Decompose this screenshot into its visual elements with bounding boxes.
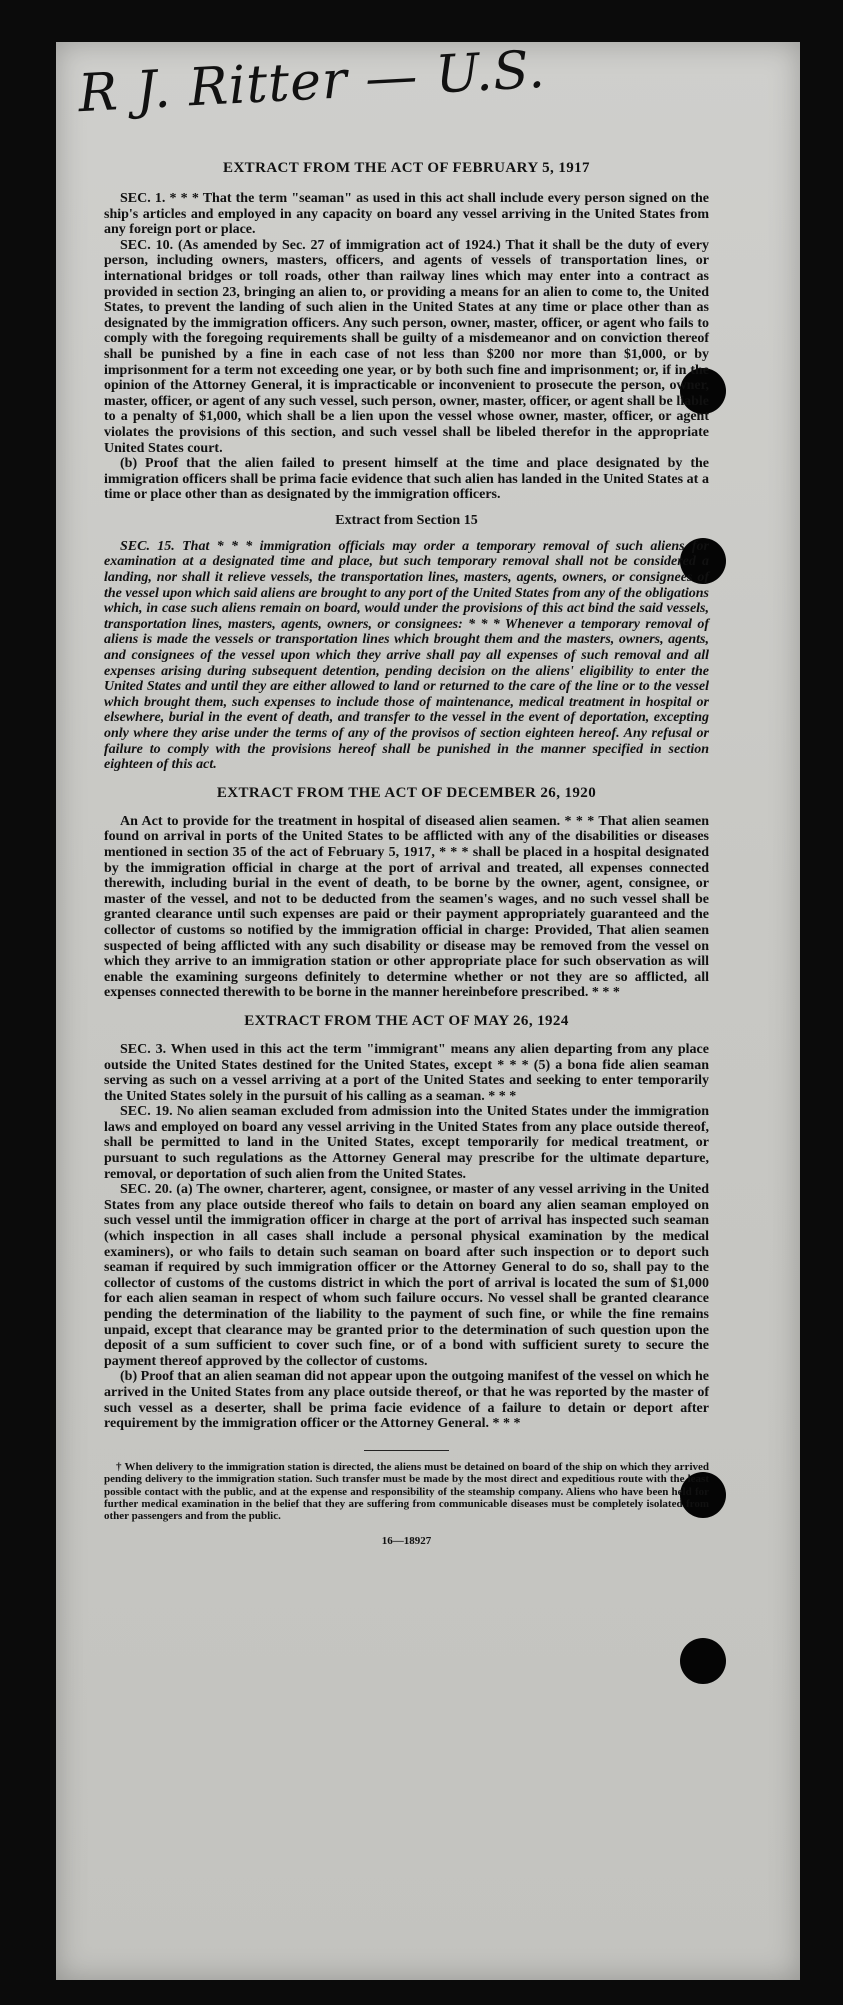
sec-10-b-paragraph: (b) Proof that the alien failed to present himself at the time and place designated by the immigration officers shall be prima facie evidence that such alien has landed in the United States at a time or place other than as designated by the immigration officers. — [104, 456, 709, 503]
sec-20-b-paragraph: (b) Proof that an alien seaman did not appear upon the outgoing manifest of the vessel on which he arrived in the United States from any place outside thereof, or that he was reported by the master of such vessel as a deserter, shall be prima facie evidence of a failure to detain or deport after requirement by the immigration officer or the Attorney General. * * * — [104, 1369, 709, 1432]
document-content — [104, 160, 709, 1547]
sec-19-paragraph: SEC. 19. No alien seaman excluded from admission into the United States under the immigration laws and employed on board any vessel arriving in the United States from any place outside thereof, shall be permitted to land in the United States, except temporarily for medical treatment, or pursuant to such regulations as the Attorney General may prescribe for the ultimate departure, removal, or deportation of such alien from the United States. — [104, 1104, 709, 1182]
footnote: † When delivery to the immigration station is directed, the aliens must be detained on board of the ship on which they arrived pending delivery to the immigration station. Such transfer must be made by the most direct and expeditious route with the least possible contact with the public, and at the expense and responsibility of the steamship company. Aliens who have been held for further medical examination in the belief that they are suffering from communicable diseases must be completely isolated from other passengers and from the public. — [104, 1460, 709, 1523]
act-1920-paragraph: An Act to provide for the treatment in hospital of diseased alien seamen. * * * That alien seamen found on arrival in ports of the United States to be afflicted with any of the disabilities or diseases mentioned in section 35 of the act of February 5, 1917, * * * shall be placed in a hospital designated by the immigration official in charge at the port of arrival and treated, all expenses connected therewith, including burial in the event of death, to be borne by the owner, agent, consignee, or master of the vessel, and not to be deducted from the seamen's wages, and no such vessel shall be granted clearance until such expenses are paid or their payment appropriately guaranteed and the collector of customs so notified by the immigration official in charge: Provided, That alien seamen suspected of being afflicted with any such disability or disease may be removed from the vessel on which they arrive to an immigration station or other appropriate place for such observation as will enable the examining surgeons definitely to determine whether or not they are so afflicted, all expenses connected therewith to be borne in the manner hereinbefore prescribed. * * * — [104, 813, 709, 1001]
sec-15-paragraph: SEC. 15. That * * * immigration officials may order a temporary removal of such aliens for examination at a designated time and place, but such temporary removal shall not be considered a landing, nor shall it relieve vessels, the transportation lines, masters, agents, owners, or consignees of the vessel upon which said aliens are brought to any port of the United States from any of the obligations which, in case such aliens remain on board, would under the provisions of this act bind the said vessels, transportation lines, masters, agents, owners, or consignees: * * * Whenever a temporary removal of aliens is made the vessels or transportation lines which brought them and the masters, owners, agents, and consignees of the vessel upon which they arrive shall pay all expenses of such removal and all expenses arising during subsequent detention, pending decision on the aliens' eligibility to enter the United States and until they are either allowed to land or returned to the care of the line or to the vessel which brought them, such expenses to include those of maintenance, medical treatment in hospital or elsewhere, burial in the event of death, and transfer to the vessel in the event of deportation, excepting only where they arise under the terms of any of the provisos of section eighteen hereof. Any refusal or failure to comply with the provisions hereof shall be punished in the manner specified in section eighteen of this act. — [104, 538, 709, 773]
page-number: 16—18927 — [381, 1534, 432, 1547]
section-15-title: Extract from Section 15 — [335, 512, 478, 528]
act-1917-title: EXTRACT FROM THE ACT OF FEBRUARY 5, 1917 — [223, 160, 590, 176]
handwritten-annotation: R J. Ritter — U.S. — [76, 39, 547, 125]
sec-20-a-paragraph: SEC. 20. (a) The owner, charterer, agent, consignee, or master of any vessel arriving in the United States from any place outside thereof who fails to detain on board any alien seaman employed on such vessel until the immigration officer in charge at the port of arrival has inspected such seaman (which inspection in all cases shall include a personal physical examination by the medical examiners), or who fails to detain such seaman on board after such inspection or to deport such seaman if required by such immigration officer or the Attorney General to do so, shall pay to the collector of customs of the customs district in which the port of arrival is located the sum of $1,000 for each alien seaman in respect of whom such failure occurs. No vessel shall be granted clearance pending the determination of the liability to the payment of such fine, or while the fine remains unpaid, except that clearance may be granted prior to the determination of such question upon the deposit of a sum sufficient to cover such fine, or of a bond with sufficient surety to secure the payment thereof approved by the collector of customs. — [104, 1182, 709, 1369]
sec-10-paragraph: SEC. 10. (As amended by Sec. 27 of immigration act of 1924.) That it shall be the duty of every person, including owners, masters, officers, and agents of vessels of transportation lines, or international bridges or toll roads, other than railway lines which may enter into a contract as provided in section 23, bringing an alien to, or providing a means for an alien to come to, the United States, to prevent the landing of such alien in the United States at any time or place other than as designated by the immigration officers. Any such person, owner, master, officer, or agent who fails to comply with the foregoing requirements shall be guilty of a misdemeanor and on conviction thereof shall be punished by a fine in each case of not less than $200 nor more than $1,000, or by imprisonment for a term not exceeding one year, or by both such fine and imprisonment; or, if in the opinion of the Attorney General, it is impracticable or inconvenient to prosecute the person, owner, master, officer, or agent of any such vessel, such person, owner, master, officer, or agent shall be liable to a penalty of $1,000, which shall be a lien upon the vessel whose owner, master, officer, or agent violates the provisions of this section, and such vessel shall be libeled therefor in the appropriate United States court. — [104, 237, 709, 456]
sec-1-paragraph: SEC. 1. * * * That the term "seaman" as used in this act shall include every person signed on the ship's articles and employed in any capacity on board any vessel arriving in the United States from any foreign port or place. — [104, 191, 709, 238]
sec-3-paragraph: SEC. 3. When used in this act the term "immigrant" means any alien departing from any place outside the United States destined for the United States, except * * * (5) a bona fide alien seaman serving as such on a vessel arriving at a port of the United States and seeking to enter temporarily the United States solely in the pursuit of his calling as a seaman. * * * — [104, 1041, 709, 1104]
punch-hole — [680, 1638, 726, 1684]
act-1924-title: EXTRACT FROM THE ACT OF MAY 26, 1924 — [244, 1012, 569, 1029]
act-1920-title: EXTRACT FROM THE ACT OF DECEMBER 26, 1920 — [216, 784, 597, 801]
